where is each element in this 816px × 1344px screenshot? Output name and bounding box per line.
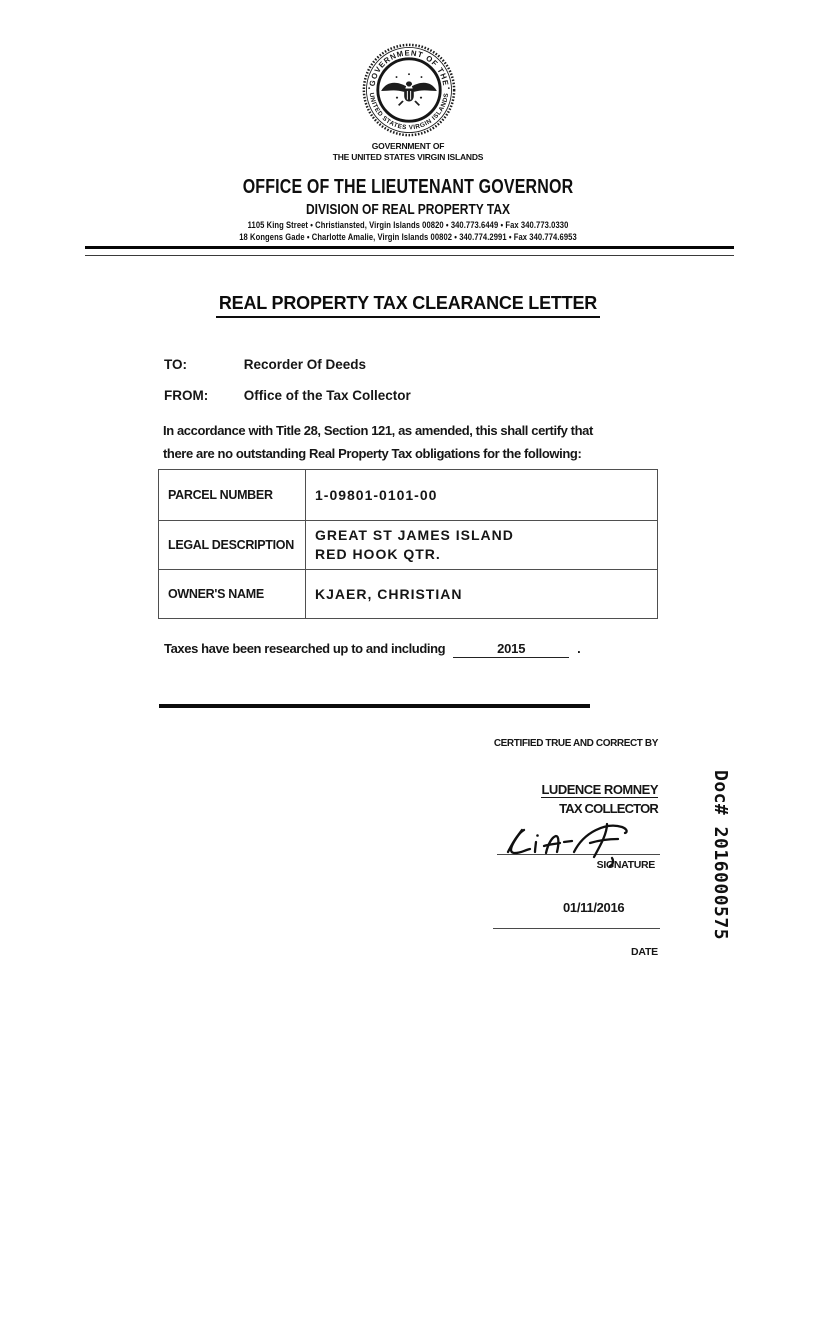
- table-row-parcel-number: [159, 470, 657, 521]
- research-prefix: Taxes have been researched up to and including: [164, 641, 446, 656]
- seal-ring-text-top: GOVERNMENT OF THE: [367, 48, 451, 88]
- from-row: [164, 388, 411, 403]
- research-line: [164, 641, 580, 658]
- from-label: FROM:: [164, 388, 209, 403]
- legal-description-value-line1: GREAT ST JAMES ISLAND: [315, 527, 514, 543]
- handwritten-signature-icon: [494, 818, 662, 868]
- seal-caption-line2: THE UNITED STATES VIRGIN ISLANDS: [332, 151, 484, 162]
- parcel-table: [158, 469, 658, 619]
- officer-name: LUDENCE ROMNEY: [541, 782, 658, 797]
- office-name: OFFICE OF THE LIEUTENANT GOVERNOR: [242, 176, 574, 198]
- body-paragraph: [163, 420, 683, 465]
- body-line-1: In accordance with Title 28, Section 121, as amended, this shall certify that: [163, 423, 593, 438]
- research-suffix: .: [577, 641, 581, 656]
- legal-description-value-line2: RED HOOK QTR.: [315, 546, 441, 562]
- owner-name-value: KJAER, CHRISTIAN: [315, 585, 463, 602]
- officer-title: TAX COLLECTOR: [559, 801, 658, 816]
- date-value: 01/11/2016: [563, 900, 625, 915]
- letter-title: REAL PROPERTY TAX CLEARANCE LETTER: [216, 293, 600, 318]
- research-year-blank: [453, 641, 569, 658]
- date-label: DATE: [630, 946, 658, 958]
- to-value: Recorder Of Deeds: [243, 357, 367, 372]
- address-line-2: 18 Kongens Gade • Charlotte Amalie, Virgin Islands 00802 • 340.774.2991 • Fax 340.774.6953: [239, 231, 577, 243]
- research-year: 2015: [497, 641, 526, 656]
- table-row-owner-name: [159, 570, 657, 618]
- address-line-1: 1105 King Street • Christiansted, Virgin Islands 00820 • 340.773.6449 • Fax 340.773.0330: [247, 220, 569, 231]
- seal-eagle-icon: [381, 73, 437, 106]
- table-row-legal-description: [159, 521, 657, 570]
- owner-name-label: OWNER'S NAME: [159, 570, 306, 618]
- seal-caption: [0, 141, 816, 162]
- to-label: TO:: [164, 357, 187, 372]
- doc-number-stamp: Doc# 2016000575: [710, 770, 731, 941]
- seal-caption-line1: GOVERNMENT OF: [371, 141, 445, 151]
- letterhead-divider: [85, 246, 734, 256]
- parcel-number-label: PARCEL NUMBER: [159, 470, 306, 520]
- from-value: Office of the Tax Collector: [243, 388, 411, 403]
- officer-block: [541, 781, 658, 816]
- seal-ring-text-bottom: UNITED STATES VIRGIN ISLANDS: [367, 92, 451, 132]
- date-line: [493, 928, 660, 929]
- section-divider: [159, 704, 590, 708]
- division-name: DIVISION OF REAL PROPERTY TAX: [305, 201, 511, 218]
- legal-description-label: LEGAL DESCRIPTION: [159, 521, 306, 569]
- parcel-number-value: 1-09801-0101-00: [315, 486, 438, 503]
- usvi-government-seal-icon: [361, 42, 457, 138]
- signature-label: SIGNATURE: [596, 859, 655, 871]
- to-row: [164, 357, 366, 372]
- certified-by-label: CERTIFIED TRUE AND CORRECT BY: [493, 738, 658, 749]
- letterhead: [82, 176, 735, 243]
- body-line-2: there are no outstanding Real Property Tax obligations for the following:: [163, 445, 582, 461]
